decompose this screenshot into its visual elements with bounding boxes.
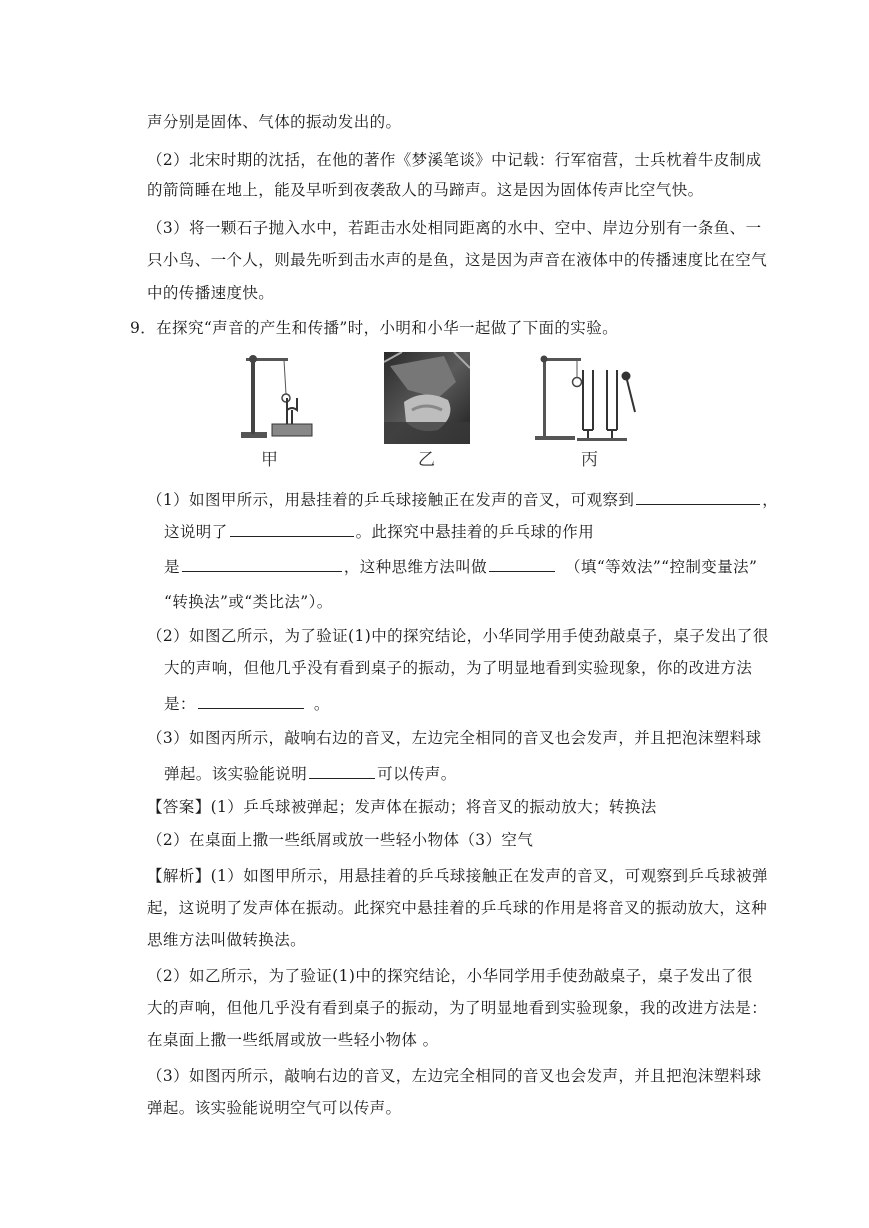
- paragraph-line: （2）北宋时期的沈括，在他的著作《梦溪笔谈》中记载：行军宿营，士兵枕着牛皮制成: [147, 151, 762, 169]
- question-1-punct: ，: [762, 491, 779, 509]
- answer-line: 【答案】(1）乒乓球被弹起；发声体在振动；将音叉的振动放大；转换法: [147, 798, 657, 816]
- explanation-line: 弹起。该实验能说明空气可以传声。: [147, 1099, 402, 1117]
- figure-jia-illustration: [236, 348, 318, 444]
- paragraph-line: 的箭筒睡在地上，能及早听到夜袭敌人的马蹄声。这是因为固体传声比空气快。: [147, 181, 704, 199]
- explanation-line: （2）如乙所示，为了验证(1)中的探究结论，小华同学用手使劲敲桌子，桌子发出了很: [147, 967, 753, 985]
- figure-yi-photo: [384, 352, 470, 444]
- question-1-text: ，这种思维方法叫做: [343, 558, 488, 576]
- question-9-stem: 9．在探究“声音的产生和传播”时，小明和小华一起做了下面的实验。: [130, 319, 619, 337]
- question-1-text: （填“等效法”“控制变量法”: [565, 558, 758, 576]
- question-3-line: [164, 762, 457, 784]
- answer-line: （2）在桌面上撒一些纸屑或放一些轻小物体（3）空气: [147, 831, 534, 849]
- question-1-text: （1）如图甲所示，用悬挂着的乒乓球接触正在发声的音叉，可观察到: [147, 491, 635, 509]
- explanation-line: 在桌面上撒一些纸屑或放一些轻小物体 。: [147, 1031, 439, 1049]
- explanation-line: 思维方法叫做转换法。: [147, 931, 307, 949]
- explanation-line: （3）如图丙所示，敲响右边的音叉，左边完全相同的音叉也会发声，并且把泡沫塑料球: [147, 1067, 762, 1085]
- paragraph-line: 声分别是固体、气体的振动发出的。: [147, 113, 402, 131]
- question-3-text: 可以传声。: [377, 765, 457, 783]
- question-1-line: [164, 555, 757, 577]
- paragraph-line: （3）将一颗石子抛入水中，若距击水处相同距离的水中、空中、岸边分别有一条鱼、一: [147, 219, 762, 237]
- question-1-text: 是: [164, 558, 180, 576]
- answer-blank[interactable]: [489, 555, 555, 572]
- question-1-text: 。此探究中悬挂着的乒乓球的作用: [355, 523, 595, 541]
- answer-blank[interactable]: [309, 762, 375, 779]
- answer-blank[interactable]: [198, 692, 304, 709]
- question-3-text: 弹起。该实验能说明: [164, 765, 308, 783]
- paragraph-line: 中的传播速度快。: [147, 284, 275, 302]
- question-2-line: [164, 692, 330, 714]
- question-1-text: 这说明了: [164, 523, 228, 541]
- experiment-figures: [236, 348, 656, 472]
- explanation-line: 大的声响，但他几乎没有看到桌子的振动，为了明显地看到实验现象，我的改进方法是：: [147, 999, 768, 1017]
- figure-label-yi: 乙: [418, 450, 435, 470]
- figure-label-jia: 甲: [261, 450, 278, 470]
- question-2-line: （2）如图乙所示，为了验证(1)中的探究结论，小华同学用手使劲敲桌子，桌子发出了很: [147, 627, 769, 645]
- answer-blank[interactable]: [182, 555, 342, 572]
- explanation-line: 【解析】(1）如图甲所示，用悬挂着的乒乓球接触正在发声的音叉，可观察到乒乓球被弹: [147, 867, 768, 885]
- paragraph-line: 只小鸟、一个人，则最先听到击水声的是鱼，这是因为声音在液体中的传播速度比在空气: [147, 251, 768, 269]
- question-1-line: “转换法”或“类比法”）。: [164, 593, 333, 611]
- question-3-line: （3）如图丙所示，敲响右边的音叉，左边完全相同的音叉也会发声，并且把泡沫塑料球: [147, 729, 762, 747]
- figure-label-bing: 丙: [581, 450, 598, 470]
- question-1-line: [147, 488, 778, 510]
- answer-blank[interactable]: [636, 488, 760, 505]
- question-2-punct: 。: [313, 695, 330, 713]
- question-1-line: [164, 520, 594, 542]
- answer-blank[interactable]: [230, 520, 354, 537]
- figure-bing-illustration: [533, 350, 645, 446]
- explanation-line: 起，这说明了发声体在振动。此探究中悬挂着的乒乓球的作用是将音叉的振动放大，这种: [147, 899, 768, 917]
- question-2-line: 大的声响，但他几乎没有看到桌子的振动，为了明显地看到实验现象，你的改进方法: [164, 659, 753, 677]
- question-2-text: 是：: [164, 695, 196, 713]
